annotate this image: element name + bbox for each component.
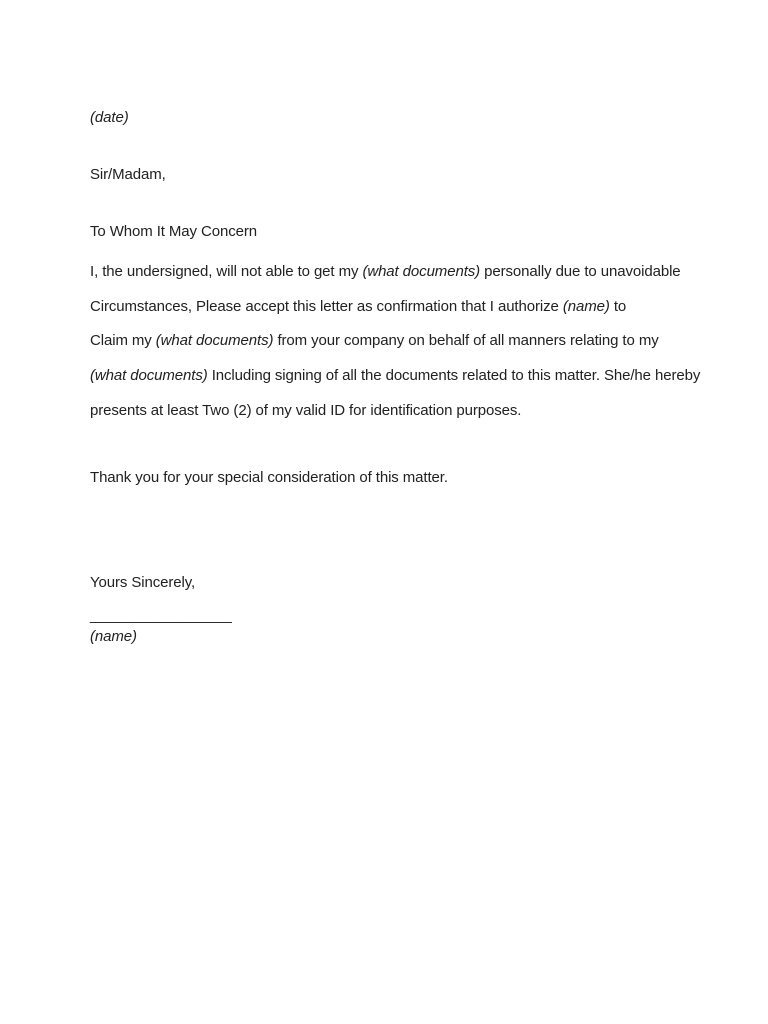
body-line: Circumstances, Please accept this letter as confirmation that I authorize (name) to [90, 297, 627, 315]
body-line: Claim my (what documents) from your company on behalf of all manners relating to my [90, 332, 659, 350]
signature-line: _________________ [90, 607, 232, 624]
body-line: (what documents) Including signing of all the documents related to this matter. She/he hereby [90, 367, 701, 385]
closing-line: Yours Sincerely, [90, 574, 196, 591]
date-placeholder: (date) [90, 109, 129, 126]
subject-line: To Whom It May Concern [90, 223, 258, 240]
name-placeholder: (name) [90, 628, 137, 645]
body-paragraph [90, 255, 708, 429]
body-line: I, the undersigned, will not able to get my (what documents) personally due to unavoidable [90, 263, 681, 280]
thanks-line: Thank you for your special consideration of this matter. [90, 469, 448, 486]
salutation: Sir/Madam, [90, 166, 166, 183]
body-line: presents at least Two (2) of my valid ID for identification purposes. [90, 401, 522, 419]
